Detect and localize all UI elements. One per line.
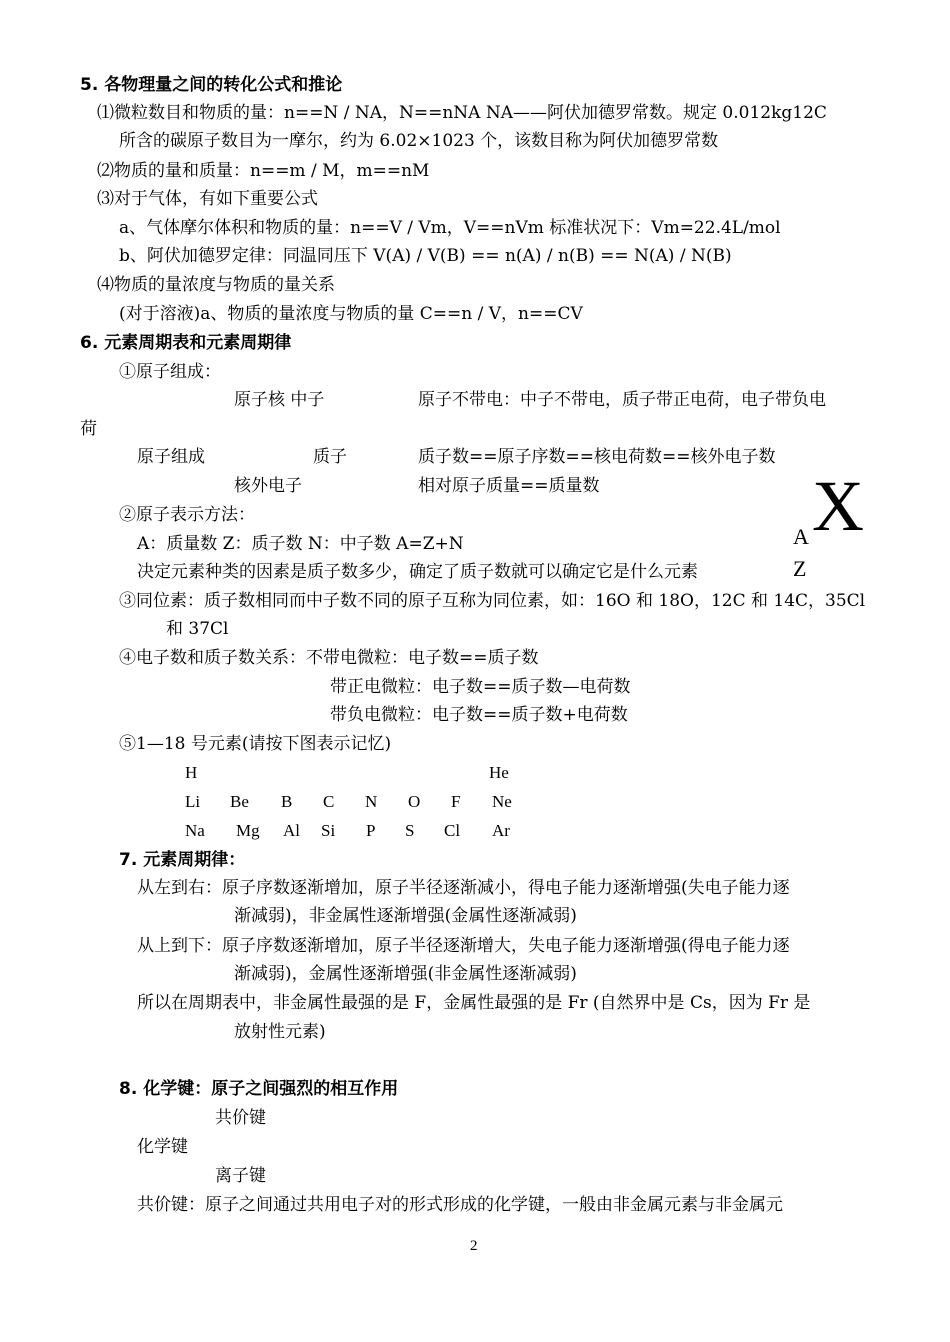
text-line: ②原子表示方法： bbox=[119, 505, 255, 525]
text-line: ⑶对于气体，有如下重要公式 bbox=[97, 189, 318, 209]
page-number: 2 bbox=[470, 1238, 478, 1254]
element-symbol: Li bbox=[185, 792, 201, 811]
text-line: ⑤1—18 号元素(请按下图表示记忆) bbox=[119, 734, 392, 754]
element-symbol: Al bbox=[283, 821, 300, 840]
text-line: ⑵物质的量和质量：n==m / M，m==nM bbox=[97, 161, 430, 181]
text-line: 共价键：原子之间通过共用电子对的形式形成的化学键，一般由非金属元素与非金属元 bbox=[137, 1195, 783, 1215]
text-line: ④电子数和质子数关系：不带电微粒：电子数==质子数 bbox=[119, 648, 539, 668]
text-line: 质子数==原子序数==核电荷数==核外电子数 bbox=[418, 447, 776, 467]
text-line: 质子 bbox=[313, 447, 347, 467]
element-symbol: Na bbox=[185, 821, 205, 840]
section-heading: 5. 各物理量之间的转化公式和推论 bbox=[80, 75, 343, 95]
mass-number-label: A bbox=[793, 524, 809, 549]
element-symbol: Ar bbox=[492, 821, 510, 840]
text-line: A：质量数 Z：质子数 N：中子数 A=Z+N bbox=[137, 534, 464, 554]
atomic-number-label: Z bbox=[793, 556, 807, 581]
text-line: 从左到右：原子序数逐渐增加，原子半径逐渐减小，得电子能力逐渐增强(失电子能力逐 bbox=[137, 878, 790, 898]
text-line: 相对原子质量==质量数 bbox=[418, 476, 600, 496]
nuclide-symbol: X bbox=[812, 466, 864, 546]
text-line: 共价键 bbox=[215, 1108, 266, 1128]
text-line: ③同位素：质子数相同而中子数不同的原子互称为同位素，如：16O 和 18O，12C 和 14C，35Cl bbox=[119, 591, 866, 611]
element-symbol: Be bbox=[230, 792, 249, 811]
text-line: 所含的碳原子数目为一摩尔，约为 6.02×1023 个，该数目称为阿伏加德罗常数 bbox=[119, 131, 719, 151]
text-line: 荷 bbox=[80, 419, 97, 439]
element-symbol: B bbox=[281, 792, 293, 811]
element-symbol: P bbox=[366, 821, 376, 840]
text-line: 渐减弱)，金属性逐渐增强(非金属性逐渐减弱) bbox=[234, 964, 577, 984]
text-line: a、气体摩尔体积和物质的量：n==V / Vm，V==nVm 标准状况下：Vm=22.4L/mol bbox=[119, 218, 781, 238]
element-symbol: N bbox=[365, 792, 378, 811]
element-symbol: Mg bbox=[236, 821, 260, 840]
element-symbol: S bbox=[405, 821, 415, 840]
element-symbol: F bbox=[451, 792, 461, 811]
element-symbol: Cl bbox=[444, 821, 461, 840]
section-heading: 6. 元素周期表和元素周期律 bbox=[80, 333, 292, 353]
element-symbol: Ne bbox=[492, 792, 512, 811]
section-heading: 7. 元素周期律： bbox=[119, 850, 246, 870]
element-symbol: Si bbox=[321, 821, 336, 840]
text-line: 核外电子 bbox=[234, 476, 302, 496]
section-heading: 8. 化学键：原子之间强烈的相互作用 bbox=[119, 1079, 399, 1099]
text-line: b、阿伏加德罗定律：同温同压下 V(A) / V(B) == n(A) / n(B) == N(A) / N(B) bbox=[119, 246, 732, 266]
text-line: ⑴微粒数目和物质的量：n==N / NA，N==nNA NA——阿伏加德罗常数。规定 0.012kg12C bbox=[97, 103, 827, 123]
text-line: 原子不带电：中子不带电，质子带正电荷，电子带负电 bbox=[418, 390, 826, 410]
text-line: 离子键 bbox=[215, 1166, 266, 1186]
text-line: (对于溶液)a、物质的量浓度与物质的量 C==n / V，n==CV bbox=[119, 304, 583, 324]
element-symbol: C bbox=[323, 792, 335, 811]
text-line: 原子核 中子 bbox=[234, 390, 325, 410]
text-line: 所以在周期表中，非金属性最强的是 F，金属性最强的是 Fr (自然界中是 Cs，因为 Fr 是 bbox=[137, 993, 811, 1013]
text-line: 放射性元素) bbox=[234, 1022, 326, 1042]
element-symbol: H bbox=[185, 763, 198, 782]
text-line: 决定元素种类的因素是质子数多少，确定了质子数就可以确定它是什么元素 bbox=[137, 562, 698, 582]
element-symbol: He bbox=[489, 763, 509, 782]
element-symbol: O bbox=[408, 792, 421, 811]
text-line: ①原子组成： bbox=[119, 362, 221, 382]
text-line: 原子组成 bbox=[137, 447, 205, 467]
text-line: 和 37Cl bbox=[166, 619, 229, 639]
text-line: 渐减弱)，非金属性逐渐增强(金属性逐渐减弱) bbox=[234, 906, 577, 926]
text-line: 带负电微粒：电子数==质子数+电荷数 bbox=[330, 705, 628, 725]
text-line: ⑷物质的量浓度与物质的量关系 bbox=[97, 275, 335, 295]
text-line: 带正电微粒：电子数==质子数—电荷数 bbox=[330, 677, 631, 697]
text-line: 化学键 bbox=[137, 1137, 188, 1157]
text-line: 从上到下：原子序数逐渐增加，原子半径逐渐增大，失电子能力逐渐增强(得电子能力逐 bbox=[137, 936, 790, 956]
